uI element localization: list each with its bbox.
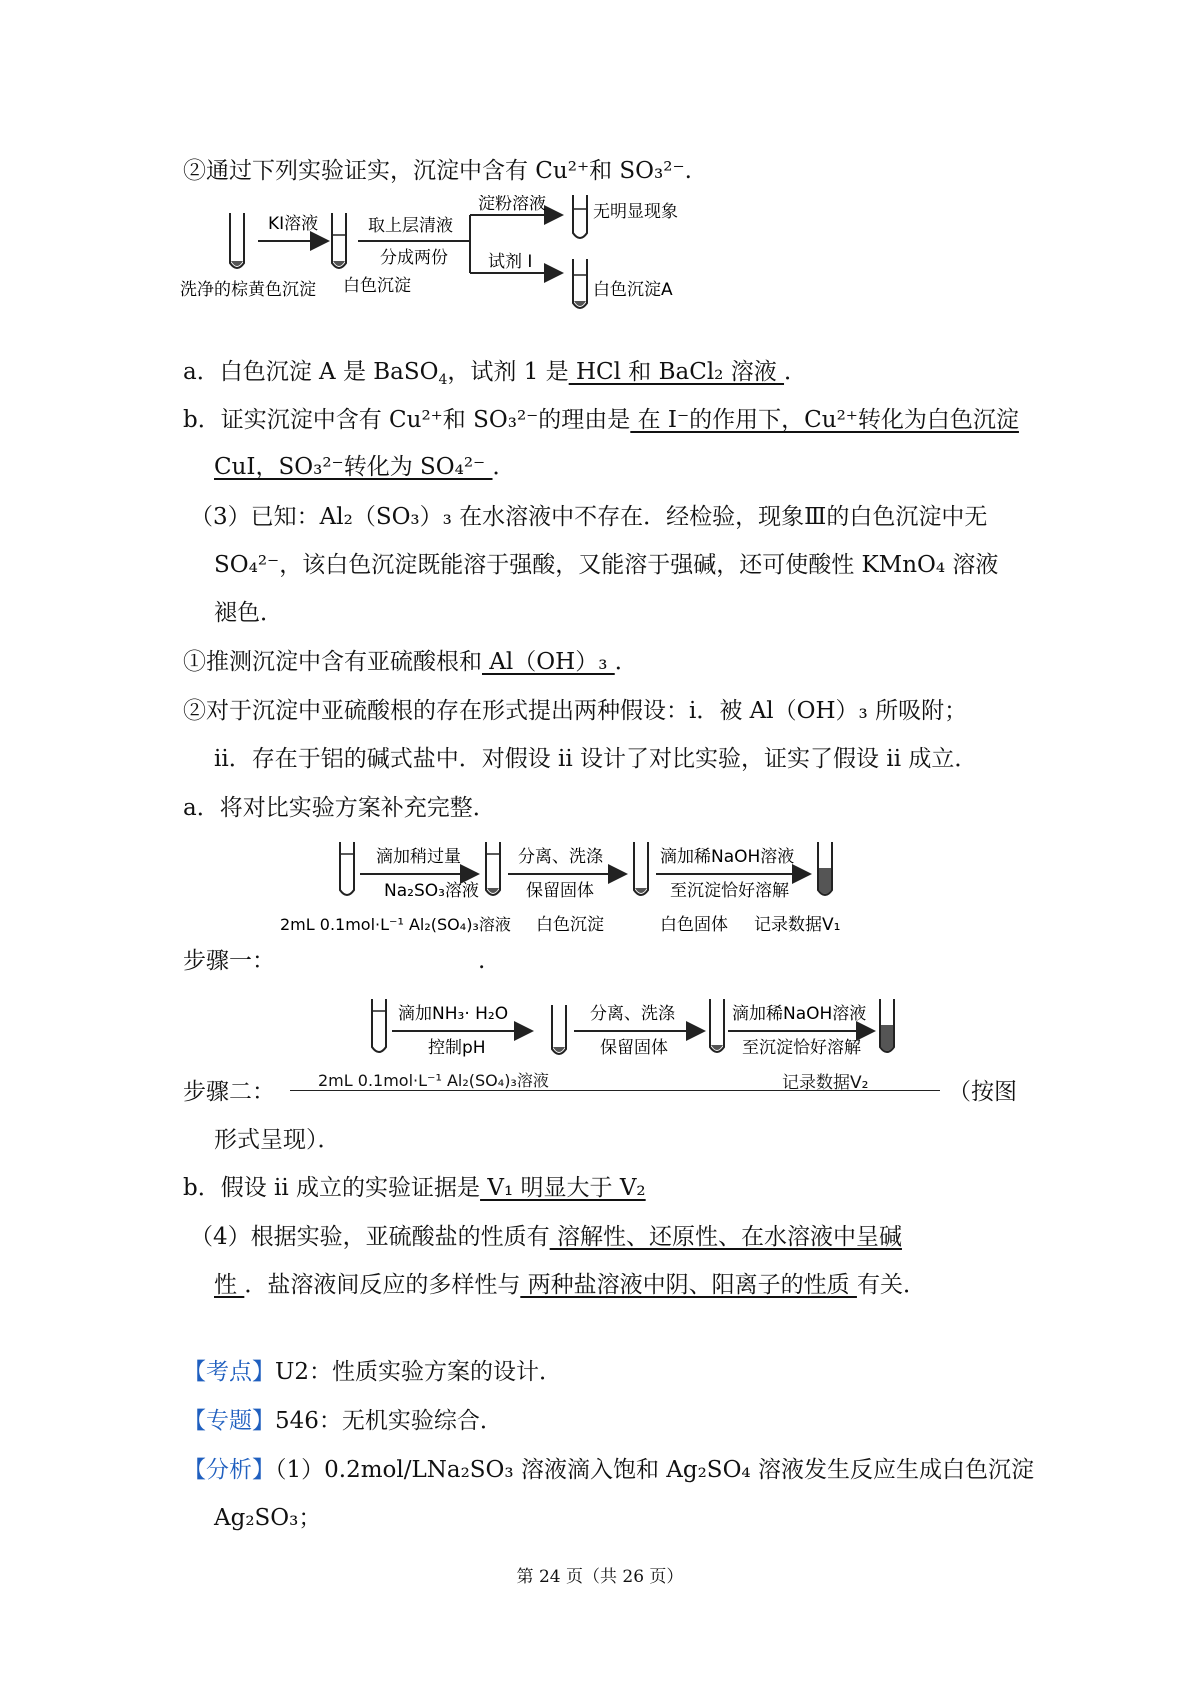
d2-arrow3-top: 滴加稀NaOH溶液 — [660, 847, 795, 867]
line-a2: a．将对比实验方案补充完整． — [183, 795, 496, 821]
test-tube-icon — [818, 842, 832, 895]
zhuanti-tag: 【专题】 — [183, 1408, 275, 1434]
step1-label: 步骤一： — [183, 948, 275, 974]
q3-sub2-line1: ②对于沉淀中亚硫酸根的存在形式提出两种假设：i．被 Al（OH）₃ 所吸附； — [183, 698, 968, 724]
arrow2-top: 取上层清液 — [368, 216, 453, 236]
test-tube-icon — [372, 999, 386, 1052]
q3-sub1: ①推测沉淀中含有亚硫酸根和 Al（OH）₃ ． — [183, 649, 638, 675]
start-label: 洗净的棕黄色沉淀 — [180, 280, 316, 300]
answer-blank: Al（OH）₃ — [482, 649, 615, 675]
q3-sub2-line2: ii．存在于铝的碱式盐中．对假设 ii 设计了对比实验，证实了假设 ii 成立． — [214, 746, 978, 772]
q4-line1: （4）根据实验，亚硫酸盐的性质有 溶解性、还原性、在水溶液中呈碱 — [190, 1224, 902, 1250]
d2-arrow2-bottom: 保留固体 — [526, 881, 594, 901]
q3-line1: （3）已知：Al₂（SO₃）₃ 在水溶液中不存在．经检验，现象Ⅲ的白色沉淀中无 — [190, 504, 988, 530]
answer-blank: 溶解性、还原性、在水溶液中呈碱 — [549, 1224, 902, 1250]
d2-mid-label: 白色沉淀 — [536, 915, 604, 935]
d2-arrow3-bottom: 至沉淀恰好溶解 — [670, 881, 789, 901]
d2-arrow2-top: 分离、洗涤 — [518, 847, 603, 867]
test-tube-icon — [552, 1005, 566, 1054]
result-bottom-label: 白色沉淀A — [593, 280, 673, 300]
d3-arrow2-bottom: 保留固体 — [600, 1038, 668, 1058]
answer-blank: V₁ 明显大于 V₂ — [480, 1175, 646, 1201]
d2-start-label: 2mL 0.1mol·L⁻¹ Al₂(SO₄)₃溶液 — [280, 915, 511, 934]
page-footer: 第 24 页（共 26 页） — [516, 1567, 684, 1587]
d3-arrow3-bottom: 至沉淀恰好溶解 — [742, 1038, 861, 1058]
d3-start-label: 2mL 0.1mol·L⁻¹ Al₂(SO₄)₃溶液 — [318, 1071, 549, 1090]
d2-arrow1-bottom: Na₂SO₃溶液 — [384, 881, 479, 901]
mid-label: 白色沉淀 — [343, 276, 411, 296]
answer-line-b: b．证实沉淀中含有 Cu²⁺和 SO₃²⁻的理由是 在 I⁻的作用下，Cu²⁺转化为白色沉淀 — [183, 407, 1019, 433]
arrow2-bottom: 分成两份 — [380, 248, 448, 268]
test-tube-icon — [573, 259, 587, 308]
test-tube-icon — [230, 213, 244, 268]
d3-arrow1-bottom: 控制pH — [428, 1038, 486, 1058]
zhuanti-line: 【专题】546：无机实验综合． — [183, 1408, 503, 1434]
fenxi-tag: 【分析】 — [183, 1457, 275, 1483]
answer-blank: 在 I⁻的作用下，Cu²⁺转化为白色沉淀 — [630, 407, 1019, 433]
d2-solid-label: 白色固体 — [660, 915, 728, 935]
diagram-2 — [280, 832, 900, 944]
branch-bottom-label: 试剂 I — [488, 252, 533, 272]
d3-record-label: 记录数据V₂ — [782, 1073, 869, 1093]
kaodian-tag: 【考点】 — [183, 1359, 275, 1385]
d2-record-label: 记录数据V₁ — [754, 915, 841, 935]
answer-line-b2: b．假设 ii 成立的实验证据是 V₁ 明显大于 V₂ — [183, 1175, 646, 1201]
q4-line2: 性 ．盐溶液间反应的多样性与 两种盐溶液中阴、阳离子的性质 有关． — [214, 1272, 926, 1298]
step2-answer-blank — [290, 1062, 940, 1091]
answer-blank: HCl 和 BaCl₂ 溶液 — [568, 359, 785, 385]
result-top-label: 无明显现象 — [593, 202, 678, 222]
q2-intro: ②通过下列实验证实，沉淀中含有 Cu²⁺和 SO₃²⁻. — [183, 158, 692, 184]
q3-line2: SO₄²⁻，该白色沉淀既能溶于强酸，又能溶于强碱，还可使酸性 KMnO₄ 溶液 — [214, 552, 999, 578]
arrow1-label: KI溶液 — [268, 214, 319, 234]
q3-line3: 褪色． — [214, 600, 283, 626]
step2-label: 步骤二： — [183, 1079, 275, 1105]
answer-line-a: a．白色沉淀 A 是 BaSO$_4$，试剂 1 是 HCl 和 BaCl₂ 溶液 ． — [183, 359, 808, 388]
test-tube-icon — [573, 195, 587, 238]
test-tube-icon — [634, 842, 648, 895]
step2-line2: 形式呈现）． — [214, 1127, 341, 1153]
answer-line-b-cont: CuI，SO₃²⁻转化为 SO₄²⁻ ． — [214, 454, 516, 480]
answer-blank: CuI，SO₃²⁻转化为 SO₄²⁻ — [214, 454, 493, 480]
fenxi-line2: Ag₂SO₃； — [214, 1505, 322, 1531]
step2-tail: （按图 — [948, 1079, 1017, 1105]
kaodian-line: 【考点】U2：性质实验方案的设计． — [183, 1359, 563, 1385]
branch-top-label: 淀粉溶液 — [478, 195, 546, 214]
answer-blank: 两种盐溶液中阴、阳离子的性质 — [520, 1272, 857, 1298]
d2-arrow1-top: 滴加稍过量 — [376, 847, 461, 867]
d3-arrow1-top: 滴加NH₃· H₂O — [398, 1004, 509, 1024]
test-tube-icon — [880, 999, 894, 1052]
test-tube-icon — [486, 842, 500, 895]
test-tube-icon — [332, 213, 346, 268]
answer-blank: 性 — [214, 1272, 245, 1298]
d3-arrow2-top: 分离、洗涤 — [590, 1004, 675, 1024]
d3-arrow3-top: 滴加稀NaOH溶液 — [732, 1004, 867, 1024]
test-tube-icon — [710, 999, 724, 1052]
step1-dot: . — [478, 948, 486, 974]
test-tube-icon — [340, 842, 354, 895]
diagram-1 — [180, 195, 720, 345]
fenxi-line: 【分析】（1）0.2mol/LNa₂SO₃ 溶液滴入饱和 Ag₂SO₄ 溶液发生反应生成白色沉淀 — [183, 1457, 1034, 1483]
